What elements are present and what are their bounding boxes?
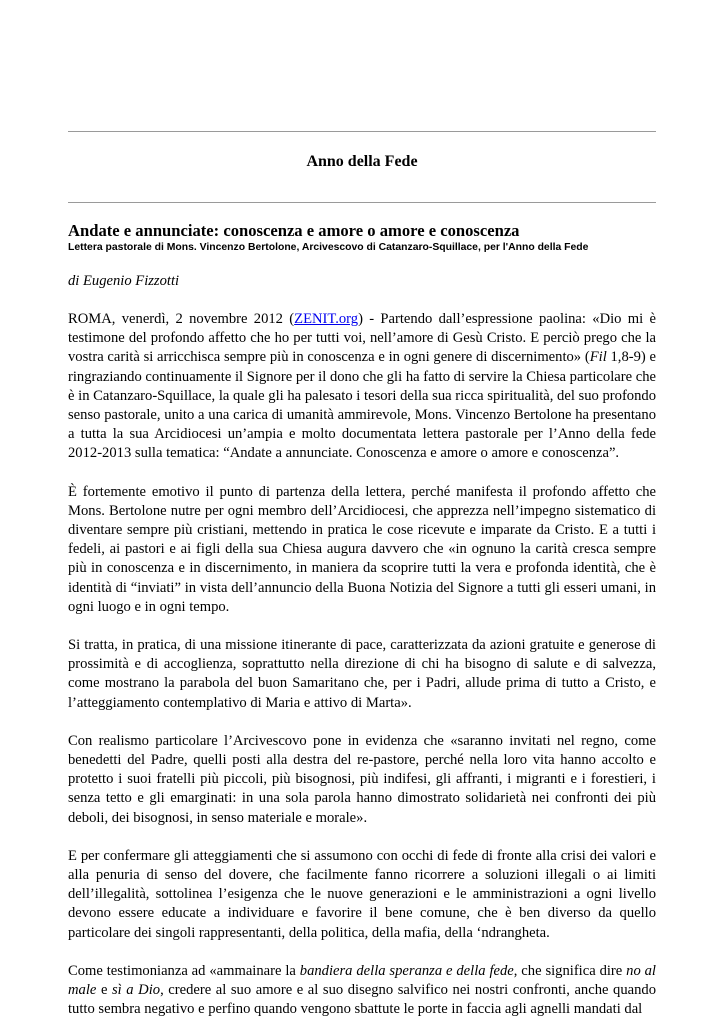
p6-text-d: , credere al suo amore e al suo disegno salvifico nei nostri confronti, anche quando tutto sembra negativo e perfino quando vengono sbattute le porte in faccia agli agnelli mandati dal — [68, 982, 656, 1018]
p6-text-c: e — [96, 982, 112, 999]
article — [68, 221, 656, 1020]
p1-reference: Fil — [589, 349, 607, 366]
p6-text-a: Come testimonianza ad «ammainare la — [68, 962, 300, 979]
section-title: Anno della Fede — [306, 153, 418, 170]
paragraph-3: Si tratta, in pratica, di una missione itinerante di pace, caratterizzata da azioni gratuite e generose di prossimità e di accoglienza, soprattutto nella direzione di chi ha bisogno di salute e di salvezza, come mostrano la parabola del buon Samaritano che, per i Padri, allude prima di tutto a Cristo, e l’atteggiamento contemplativo di Maria e attivo di Marta». — [68, 637, 656, 711]
top-divider — [68, 131, 656, 132]
p1-text-c: 1,8-9) e ringraziando continuamente il Signore per il dono che gli ha fatto di servire la Chiesa particolare che è in Catanzaro-Squillace, la quale gli ha palesato i tesori della sua ricca spiritualità, del suo profondo senso pastorale, unito a una carica di umanità ammirevole, Mons. Vincenzo Bertolone ha presentano a tutta la sua Arcidiocesi un’ampia e molto documentata lettera pastorale per l’Anno della fede 2012-2013 sulla tematica: “Andate a annunciate. Conoscenza e amore o amore e conoscenza”. — [68, 349, 656, 462]
article-title: Andate e annunciate: conoscenza e amore o amore e conoscenza — [68, 221, 520, 240]
bottom-divider — [68, 202, 656, 203]
paragraph-1 — [68, 310, 656, 464]
paragraph-2: È fortemente emotivo il punto di partenza della lettera, perché manifesta il profondo affetto che Mons. Bertolone nutre per ogni membro dell’Arcidiocesi, che apprezza nell’impegno sistematico di diventare sempre più cristiani, mettendo in pratica le cose ricevute e imparate da Cristo. E a tutti i fedeli, ai pastori e ai figli della sua Chiesa augura davvero che «in ognuno la carità cresca sempre più in conoscenza e in discernimento, in maniera da scoprire tutti la vera e profonda identità, che è identità di “inviati” in vista dell’annuncio della Buona Notizia del Signore a tutti gli esseri umani, in ogni luogo e in ogni tempo. — [68, 483, 656, 615]
p6-text-b: , che significa dire — [513, 962, 627, 979]
p1-text-a: ROMA, venerdì, 2 novembre 2012 ( — [68, 311, 295, 327]
byline: di Eugenio Fizzotti — [68, 273, 180, 289]
paragraph-6 — [68, 962, 656, 1020]
paragraph-5: E per confermare gli atteggiamenti che si assumono con occhi di fede di fronte alla crisi dei valori e alla penuria di senso del dovere, che facilmente fanno ricorrere a soluzioni illegali o ai limiti dell’illegalità, sottolinea l’esigenza che le nuove generazioni e le amministrazioni a ogni livello devono essere educate a individuare e favorire il bene comune, che è ben diverso da quello particolare dei singoli rappresentanti, della politica, della mafia, della ‘ndrangheta. — [68, 847, 656, 941]
p1-text-b: ) - Partendo dall’espressione paolina: «Dio mi è testimone del profondo affetto che ho per tutti voi, nell’amore di Gesù Cristo. E perciò prego che la vostra carità si arricchisca sempre più in conoscenza e in ogni genere di discernimento» ( — [68, 311, 656, 366]
p6-italic-3: sì a Dio — [112, 982, 161, 999]
p6-italic-2: no al male — [68, 962, 656, 999]
p6-italic-1: bandiera della speranza e della fede — [299, 962, 514, 979]
zenit-link[interactable]: ZENIT.org — [294, 311, 359, 327]
paragraph-4: Con realismo particolare l’Arcivescovo pone in evidenza che «saranno invitati nel regno, come benedetti del Padre, quelli posti alla destra del re-pastore, perché nella loro vita hanno accolto e protetto i suoi fratelli più piccoli, più bisognosi, più indifesi, gli affranti, i migranti e i forestieri, i senza tetto e gli emarginati: in una sola parola hanno dimostrato solidarietà nei confronti dei più deboli, dei bisognosi, in senso materiale e morale». — [68, 732, 656, 826]
article-subtitle: Lettera pastorale di Mons. Vincenzo Bertolone, Arcivescovo di Catanzaro-Squillace, per l'Anno della Fede — [68, 242, 589, 253]
